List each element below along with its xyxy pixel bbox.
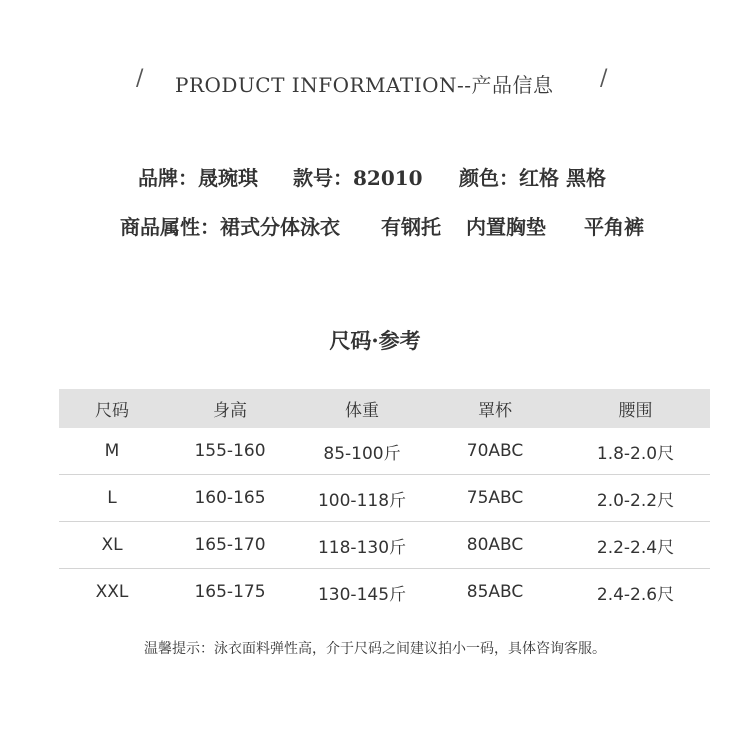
- size-tip-note: 温馨提示：泳衣面料弹性高，介于尺码之间建议拍小一码，具体咨询客服。: [144, 641, 606, 657]
- header-slash-right: /: [600, 66, 608, 91]
- attr-shorts-text: 平角裤: [584, 215, 644, 239]
- waist-cell: 2.2-2.4尺: [596, 537, 675, 558]
- model-text: 款号：82010: [293, 166, 423, 190]
- cup-cell: 80ABC: [466, 535, 524, 555]
- header-slash-left: /: [136, 66, 144, 91]
- waist-cell: 2.0-2.2尺: [596, 490, 675, 511]
- attr-pad-text: 内置胸垫: [466, 215, 546, 239]
- waist-cell: 2.4-2.6尺: [596, 584, 675, 605]
- section-header: [0, 66, 750, 102]
- height-cell: 160-165: [194, 488, 266, 508]
- weight-cell: 118-130斤: [317, 537, 407, 558]
- table-row: [59, 569, 710, 615]
- size-cell: XXL: [95, 582, 129, 602]
- size-reference-title: 尺码·参考: [329, 328, 421, 353]
- waist-cell: 1.8-2.0尺: [596, 443, 675, 464]
- header-waist: 腰围: [618, 401, 653, 421]
- table-row: [59, 475, 710, 522]
- header-weight: 体重: [345, 401, 379, 421]
- size-cell: L: [107, 488, 117, 508]
- size-table: [59, 389, 710, 615]
- size-cell: XL: [101, 535, 123, 555]
- table-row: [59, 522, 710, 569]
- cup-cell: 85ABC: [466, 582, 524, 602]
- header-height: 身高: [213, 401, 247, 421]
- height-cell: 155-160: [194, 441, 266, 461]
- header-size: 尺码: [95, 401, 129, 421]
- cup-cell: 75ABC: [466, 488, 524, 508]
- weight-cell: 130-145斤: [317, 584, 407, 605]
- color-text: 颜色：红格 黑格: [459, 166, 606, 190]
- cup-cell: 70ABC: [466, 441, 524, 461]
- size-cell: M: [104, 441, 120, 461]
- table-header-row: [59, 389, 710, 428]
- header-cup: 罩杯: [478, 401, 512, 421]
- weight-cell: 85-100斤: [323, 443, 401, 464]
- table-row: [59, 428, 710, 475]
- brand-text: 品牌：晟琬琪: [138, 166, 258, 190]
- attributes-text: 商品属性：裙式分体泳衣: [120, 215, 340, 239]
- height-cell: 165-170: [194, 535, 266, 555]
- attr-wire-text: 有钢托: [381, 215, 441, 239]
- height-cell: 165-175: [194, 582, 266, 602]
- header-title: PRODUCT INFORMATION--产品信息: [175, 73, 554, 97]
- weight-cell: 100-118斤: [317, 490, 407, 511]
